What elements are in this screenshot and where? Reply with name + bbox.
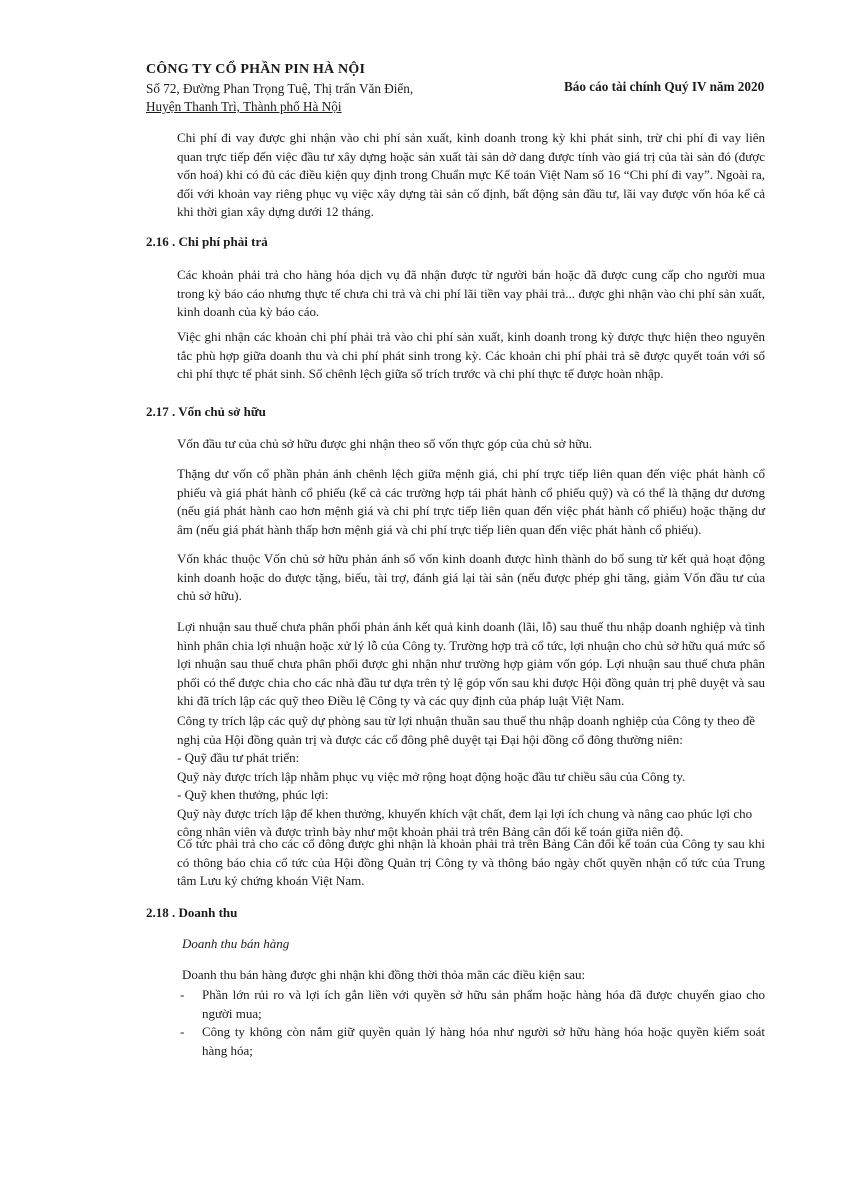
list-item xyxy=(180,986,765,1023)
list-item-text: Phần lớn rủi ro và lợi ích gắn liền với quyền sở hữu sản phẩm hoặc hàng hóa đã được chuyển giao cho người mua; xyxy=(202,987,765,1021)
section-title: Chi phí phải trả xyxy=(178,234,268,249)
list-item-text: Công ty không còn nắm giữ quyền quản lý hàng hóa như người sở hữu hàng hóa hoặc quyền kiểm soát hàng hóa; xyxy=(202,1024,765,1058)
reserve-funds-block xyxy=(177,712,765,842)
bullet-dash: - xyxy=(180,987,185,1002)
company-address xyxy=(146,80,476,116)
paragraph: Thặng dư vốn cổ phần phản ánh chênh lệch giữa mệnh giá, chi phí trực tiếp liên quan đến việc phát hành cổ phiếu và giá phát hành cổ phiếu (kể cả các trường hợp tái phát hành cổ phiếu quỹ) và có thể là thặng dư dương (nếu giá phát hành cao hơn mệnh giá và chi phí trực tiếp liên quan đến việc phát hành cổ phiếu) hoặc thặng dư âm (nếu giá phát hành thấp hơn mệnh giá và chi phí trực tiếp liên quan đến việc phát hành cổ phiếu). xyxy=(177,466,765,537)
fund-line: Quỹ này được trích lập nhằm phục vụ việc mở rộng hoạt động hoặc đầu tư chiều sâu của Công ty. xyxy=(177,768,686,784)
fund-line: - Quỹ khen thưởng, phúc lợi: xyxy=(177,787,329,802)
fund-line: - Quỹ đầu tư phát triển: xyxy=(177,750,300,765)
fund-line: Công ty trích lập các quỹ dự phòng sau từ lợi nhuận thuần sau thuế thu nhập doanh nghiệp của Công ty theo đề xyxy=(177,713,756,728)
dividend-paragraph: Cổ tức phải trả cho các cổ đông được ghi nhận là khoản phải trả trên Bảng Cân đối kế toán của Công ty sau khi có thông báo chia cổ tức của Hội đồng Quản trị Công ty và thông báo ngày chốt quyền nhận cổ tức của Trung tâm Lưu ký chứng khoán Việt Nam. xyxy=(177,836,765,888)
paragraph: Doanh thu bán hàng được ghi nhận khi đồng thời thỏa mãn các điều kiện sau: xyxy=(182,967,586,982)
section-heading-2-16 xyxy=(146,234,268,250)
section-heading-2-17 xyxy=(146,404,266,420)
paragraph: Việc ghi nhận các khoản chi phí phải trả vào chi phí sản xuất, kinh doanh trong kỳ được thực hiện theo nguyên tắc phù hợp giữa doanh thu và chi phí phát sinh trong kỳ. Các khoản chi phí phải trả sẽ được quyết toán với số chi phí thực tế phát sinh. Số chênh lệch giữa số trích trước và chi phí thực tế được hoàn nhập. xyxy=(177,329,765,381)
paragraph: Lợi nhuận sau thuế chưa phân phối phản ánh kết quả kinh doanh (lãi, lỗ) sau thuế thu nhập doanh nghiệp và tình hình phân chia lợi nhuận hoặc xử lý lỗ của Công ty. Trường hợp trả cổ tức, lợi nhuận cho chủ sở hữu quá mức số lợi nhuận sau thuế chưa phân phối được ghi nhận như trường hợp giảm vốn góp. Lợi nhuận sau thuế chưa phân phối có thể được chia cho các nhà đầu tư dựa trên tỷ lệ góp vốn sau khi được Hội đồng quản trị phê duyệt và sau khi đã trích lập các quỹ theo Điều lệ Công ty và các quy định của pháp luật Việt Nam. xyxy=(177,619,765,708)
section-heading-2-18 xyxy=(146,905,237,921)
fund-line: Quỹ này được trích lập để khen thưởng, khuyến khích vật chất, đem lại lợi ích chung và nâng cao phúc lợi cho xyxy=(177,805,753,821)
address-line-2: Huyện Thanh Trì, Thành phố Hà Nội xyxy=(146,99,342,114)
section-number: 2.16 . xyxy=(146,234,176,249)
paragraph: Các khoản phải trả cho hàng hóa dịch vụ đã nhận được từ người bán hoặc đã được cung cấp cho người mua trong kỳ báo cáo nhưng thực tế chưa chi trả và chi phí lãi tiền vay phải trả... được ghi nhận vào chi phí sản xuất, kinh doanh của kỳ báo cáo. xyxy=(177,267,765,319)
fund-line: nghị của Hội đồng quản trị và được các cổ đông phê duyệt tại Đại hội đồng cổ đông thường niên: xyxy=(177,731,683,747)
section-number: 2.18 . xyxy=(146,905,176,920)
company-name: CÔNG TY CỔ PHẦN PIN HÀ NỘI xyxy=(146,62,366,77)
fund-line: công nhân viên và được trình bày như một khoản phải trả trên Bảng cân đối kế toán giữa niên độ. xyxy=(177,824,684,839)
list-item xyxy=(180,1023,765,1060)
section-title: Vốn chủ sở hữu xyxy=(178,404,266,419)
address-line-1: Số 72, Đường Phan Trọng Tuệ, Thị trấn Văn Điển, xyxy=(146,81,414,96)
subsection-title: Doanh thu bán hàng xyxy=(182,936,290,951)
bullet-dash: - xyxy=(180,1024,185,1039)
borrowing-cost-paragraph: Chi phí đi vay được ghi nhận vào chi phí sản xuất, kinh doanh trong kỳ khi phát sinh, trừ chi phí đi vay liên quan trực tiếp đến việc đầu tư xây dựng hoặc sản xuất tài sản dở dang được tính vào giá trị của tài sản đó (được vốn hoá) khi có đủ các điều kiện quy định trong Chuẩn mực Kế toán Việt Nam số 16 “Chi phí đi vay”. Ngoài ra, đối với khoản vay riêng phục vụ việc xây dựng tài sản cố định, bất động sản đầu tư, lãi vay được vốn hóa kể cả khi thời gian xây dựng dưới 12 tháng. xyxy=(177,130,765,219)
section-title: Doanh thu xyxy=(178,905,238,920)
report-title: Báo cáo tài chính Quý IV năm 2020 xyxy=(564,79,765,94)
paragraph: Vốn khác thuộc Vốn chủ sở hữu phản ánh số vốn kinh doanh được hình thành do bổ sung từ kết quả hoạt động kinh doanh hoặc do được tặng, biếu, tài trợ, đánh giá lại tài sản (nếu được phép ghi tăng, giảm Vốn đầu tư của chủ sở hữu). xyxy=(177,551,765,603)
section-number: 2.17 . xyxy=(146,404,176,419)
paragraph: Vốn đầu tư của chủ sở hữu được ghi nhận theo số vốn thực góp của chủ sở hữu. xyxy=(177,436,593,451)
